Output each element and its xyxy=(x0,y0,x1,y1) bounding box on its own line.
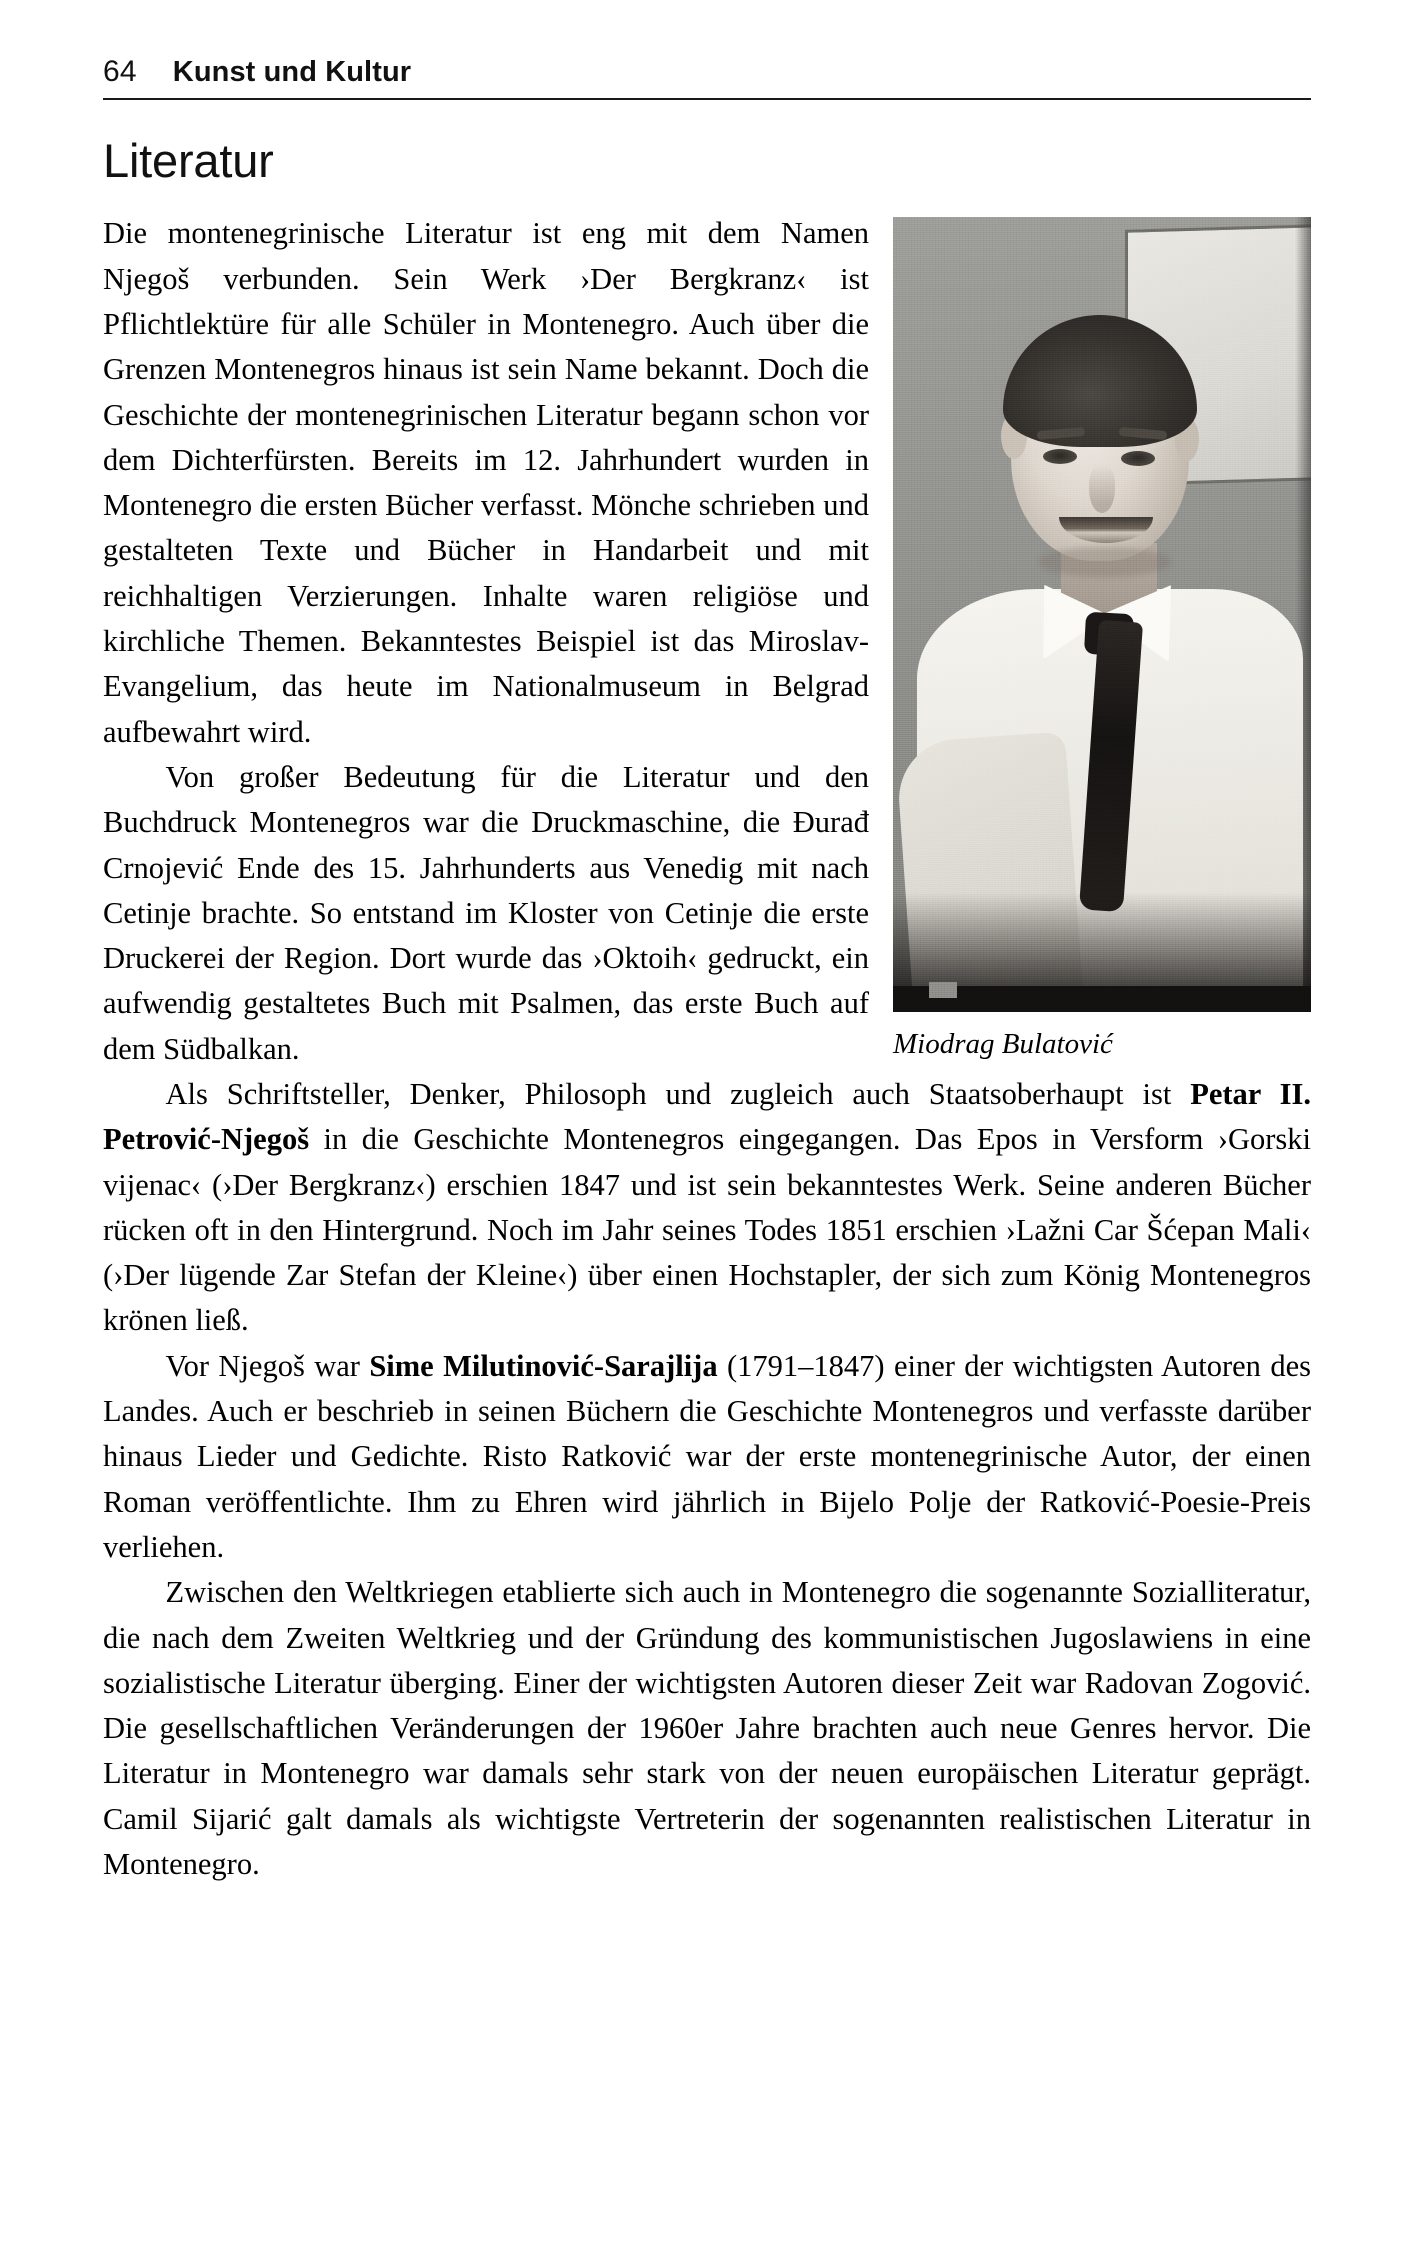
paragraph-2: Von großer Bedeutung für die Literatur und den Buchdruck Montenegros war die Druckmaschine, die Đurađ Crnojević Ende des 15. Jahrhunderts aus Venedig mit nach Cetinje brachte. So entstand im Kloster von Cetinje die erste Druckerei der Region. Dort wurde das ›Oktoih‹ gedruckt, ein aufwendig gestaltetes Buch mit Psalmen, das erste Buch auf dem Südbalkan. xyxy=(103,759,869,1066)
paragraph-3-tail: in die Geschichte Montenegros eingegangen. Das Epos in Versform ›Gorski vijenac‹ (›Der Bergkranz‹) erschien 1847 und ist sein bekanntestes Werk. Seine anderen Bücher rücken oft in den Hintergrund. Noch im Jahr seines Todes 1851 erschien ›Lažni Car Šćepan Mali‹ (›Der lügende Zar Stefan der Kleine‹) über einen Hochstapler, der sich zum König Montenegros krönen ließ. xyxy=(103,1122,1311,1338)
running-head xyxy=(103,55,1311,100)
paragraph-4-lead: Vor Njegoš war xyxy=(165,1348,370,1383)
paragraph-4 xyxy=(103,1344,1311,1570)
paragraph-4-tail: (1791–1847) einer der wichtigsten Autoren des Landes. Auch er beschrieb in seinen Büchern die Geschichte Montenegros und verfasste darüber hinaus Lieder und Gedichte. Risto Ratković war der erste montenegrinische Autor, der einen Roman veröffentlichte. Ihm zu Ehren wird jährlich in Bijelo Polje der Ratković-Poesie-Preis verliehen. xyxy=(103,1348,1311,1564)
paragraph-3 xyxy=(103,1072,1311,1344)
paragraph-1: Die montenegrinische Literatur ist eng mit dem Namen Njegoš verbunden. Sein Werk ›Der Bergkranz‹ ist Pflichtlektüre für alle Schüler in Montenegro. Auch über die Grenzen Montenegros hinaus ist sein Name bekannt. Doch die Geschichte der montenegrinischen Literatur begann schon vor dem Dichterfürsten. Bereits im 12. Jahrhundert wurden in Montenegro die ersten Bücher verfasst. Mönche schrieben und gestalteten Texte und Bücher in Handarbeit und mit reichhaltigen Verzierungen. Inhalte waren religiöse und kirchliche Themen. Bekanntestes Beispiel ist das Miroslav-Evangelium, das heute im Nationalmuseum in Belgrad aufbewahrt wird. xyxy=(103,216,869,749)
page-title: Literatur xyxy=(103,134,274,187)
page-number: 64 xyxy=(103,55,137,88)
figure-caption: Miodrag Bulatović xyxy=(893,1028,1113,1061)
photo-bottom-notch xyxy=(929,982,957,998)
paragraph-3-lead: Als Schriftsteller, Denker, Philosoph und zugleich auch Staatsoberhaupt ist xyxy=(165,1076,1191,1111)
paragraph-5: Zwischen den Weltkriegen etablierte sich auch in Montenegro die sogenannte Sozialliteratur, die nach dem Zweiten Weltkrieg und der Gründung des kommunistischen Jugoslawiens in eine sozialistische Literatur überging. Einer der wichtigsten Autoren dieser Zeit war Radovan Zogović. Die gesellschaftlichen Veränderungen der 1960er Jahre brachten auch neue Genres hervor. Die Literatur in Montenegro war damals sehr stark von der neuen europäischen Literatur geprägt. Camil Sijarić galt damals als wichtigste Vertreterin der sogenannten realistischen Literatur in Montenegro. xyxy=(103,1575,1311,1882)
author-name-sarajlija: Sime Milutinović-Sarajlija xyxy=(369,1348,718,1383)
section-title: Kunst und Kultur xyxy=(172,56,412,88)
article-body xyxy=(103,211,1311,1887)
figure-portrait xyxy=(893,217,1311,1062)
author-name-njegos: Petar II. Petrović-Njegoš xyxy=(103,1076,1311,1157)
page-content xyxy=(103,55,1311,1887)
photo-nose xyxy=(1089,465,1115,513)
portrait-photo xyxy=(893,217,1311,1012)
